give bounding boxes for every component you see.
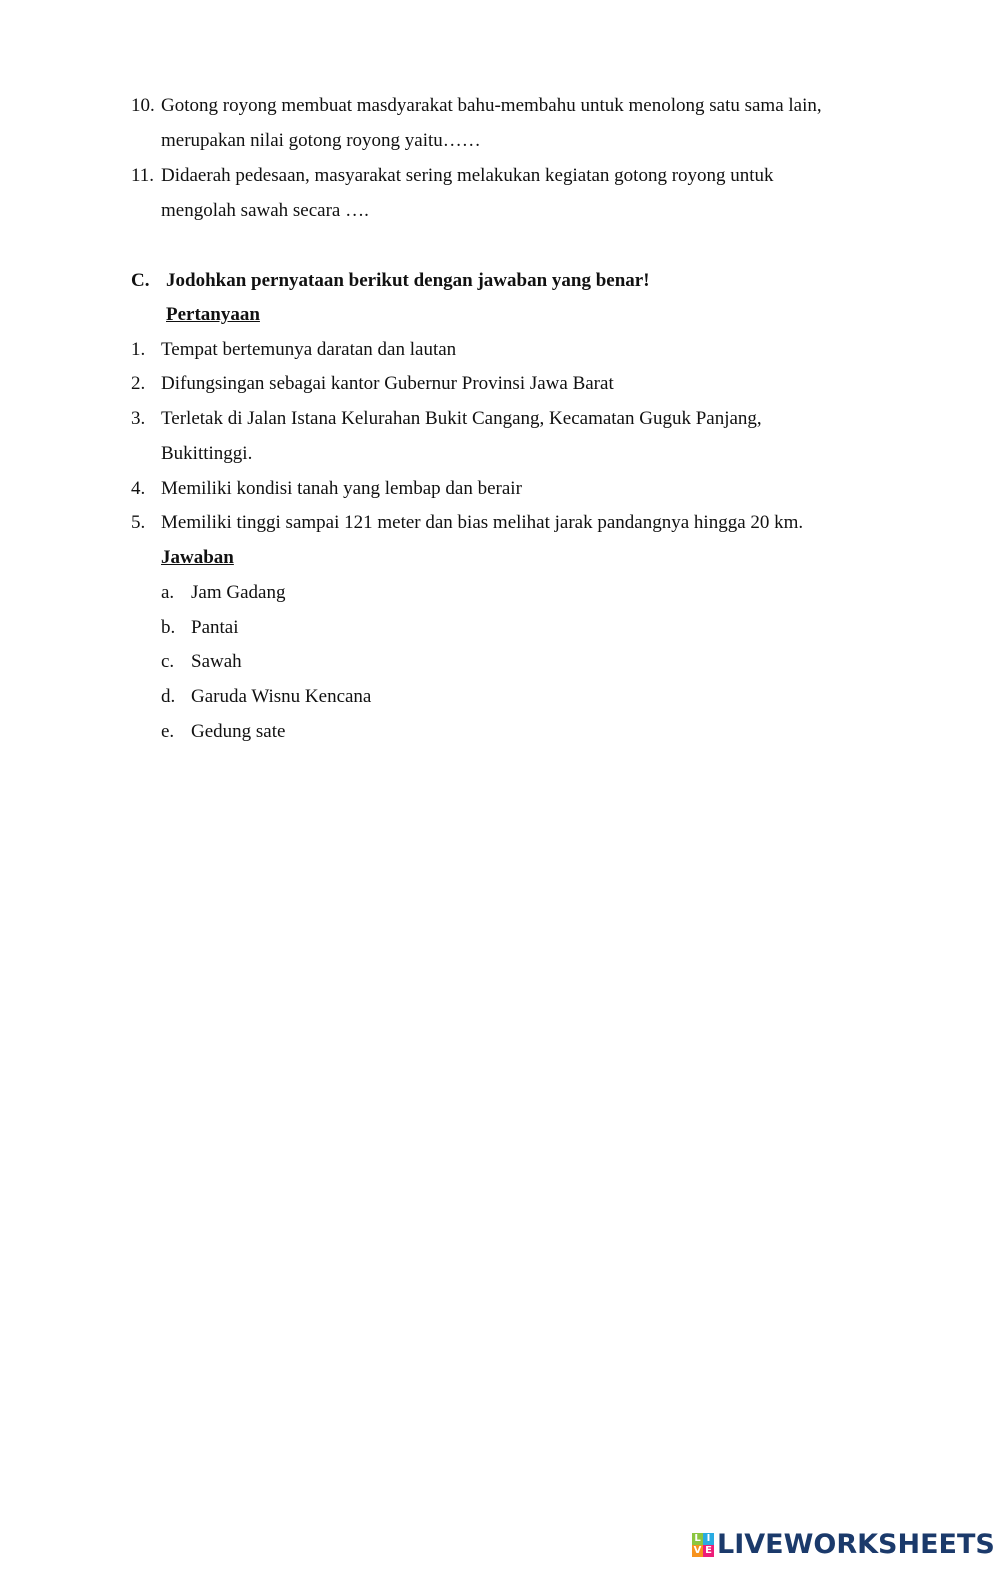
section-instruction: Jodohkan pernyataan berikut dengan jawaban yang benar! [166, 270, 650, 291]
answer-text: Sawah [191, 651, 242, 672]
section-label: C. [131, 270, 150, 291]
question-text-line2: mengolah sawah secara …. [161, 200, 369, 221]
question-text-line2: merupakan nilai gotong royong yaitu…… [161, 130, 481, 151]
question-number: 5. [131, 512, 146, 533]
liveworksheets-logo-icon: L I V E [692, 1533, 714, 1557]
answer-text: Garuda Wisnu Kencana [191, 686, 372, 707]
answer-letter: c. [161, 651, 175, 672]
liveworksheets-logo[interactable] [692, 1530, 995, 1560]
question-number: 1. [131, 339, 146, 360]
question-text-line1: Gotong royong membuat masdyarakat bahu-membahu untuk menolong satu sama lain, [161, 95, 822, 116]
question-text-line1: Memiliki kondisi tanah yang lembap dan berair [161, 478, 522, 499]
question-text-line2: Bukittinggi. [161, 443, 253, 464]
question-number: 2. [131, 373, 146, 394]
question-text-line1: Memiliki tinggi sampai 121 meter dan bias melihat jarak pandangnya hingga 20 km. [161, 512, 804, 533]
answer-text: Gedung sate [191, 721, 286, 742]
question-text-line1: Tempat bertemunya daratan dan lautan [161, 339, 457, 360]
answer-letter: a. [161, 582, 175, 603]
answer-letter: d. [161, 686, 176, 707]
question-number: 11. [131, 165, 155, 186]
answer-letter: b. [161, 617, 176, 638]
question-number: 4. [131, 478, 146, 499]
liveworksheets-logo-text: LIVEWORKSHEETS [717, 1529, 995, 1560]
question-text-line1: Terletak di Jalan Istana Kelurahan Bukit Cangang, Kecamatan Guguk Panjang, [161, 408, 762, 429]
answer-letter: e. [161, 721, 175, 742]
answers-heading: Jawaban [161, 547, 234, 568]
answer-text: Jam Gadang [191, 582, 286, 603]
question-number: 10. [131, 95, 155, 116]
question-text-line1: Didaerah pedesaan, masyarakat sering melakukan kegiatan gotong royong untuk [161, 165, 774, 186]
answer-text: Pantai [191, 617, 239, 638]
questions-heading: Pertanyaan [166, 304, 260, 325]
question-number: 3. [131, 408, 146, 429]
question-text-line1: Difungsingan sebagai kantor Gubernur Provinsi Jawa Barat [161, 373, 614, 394]
